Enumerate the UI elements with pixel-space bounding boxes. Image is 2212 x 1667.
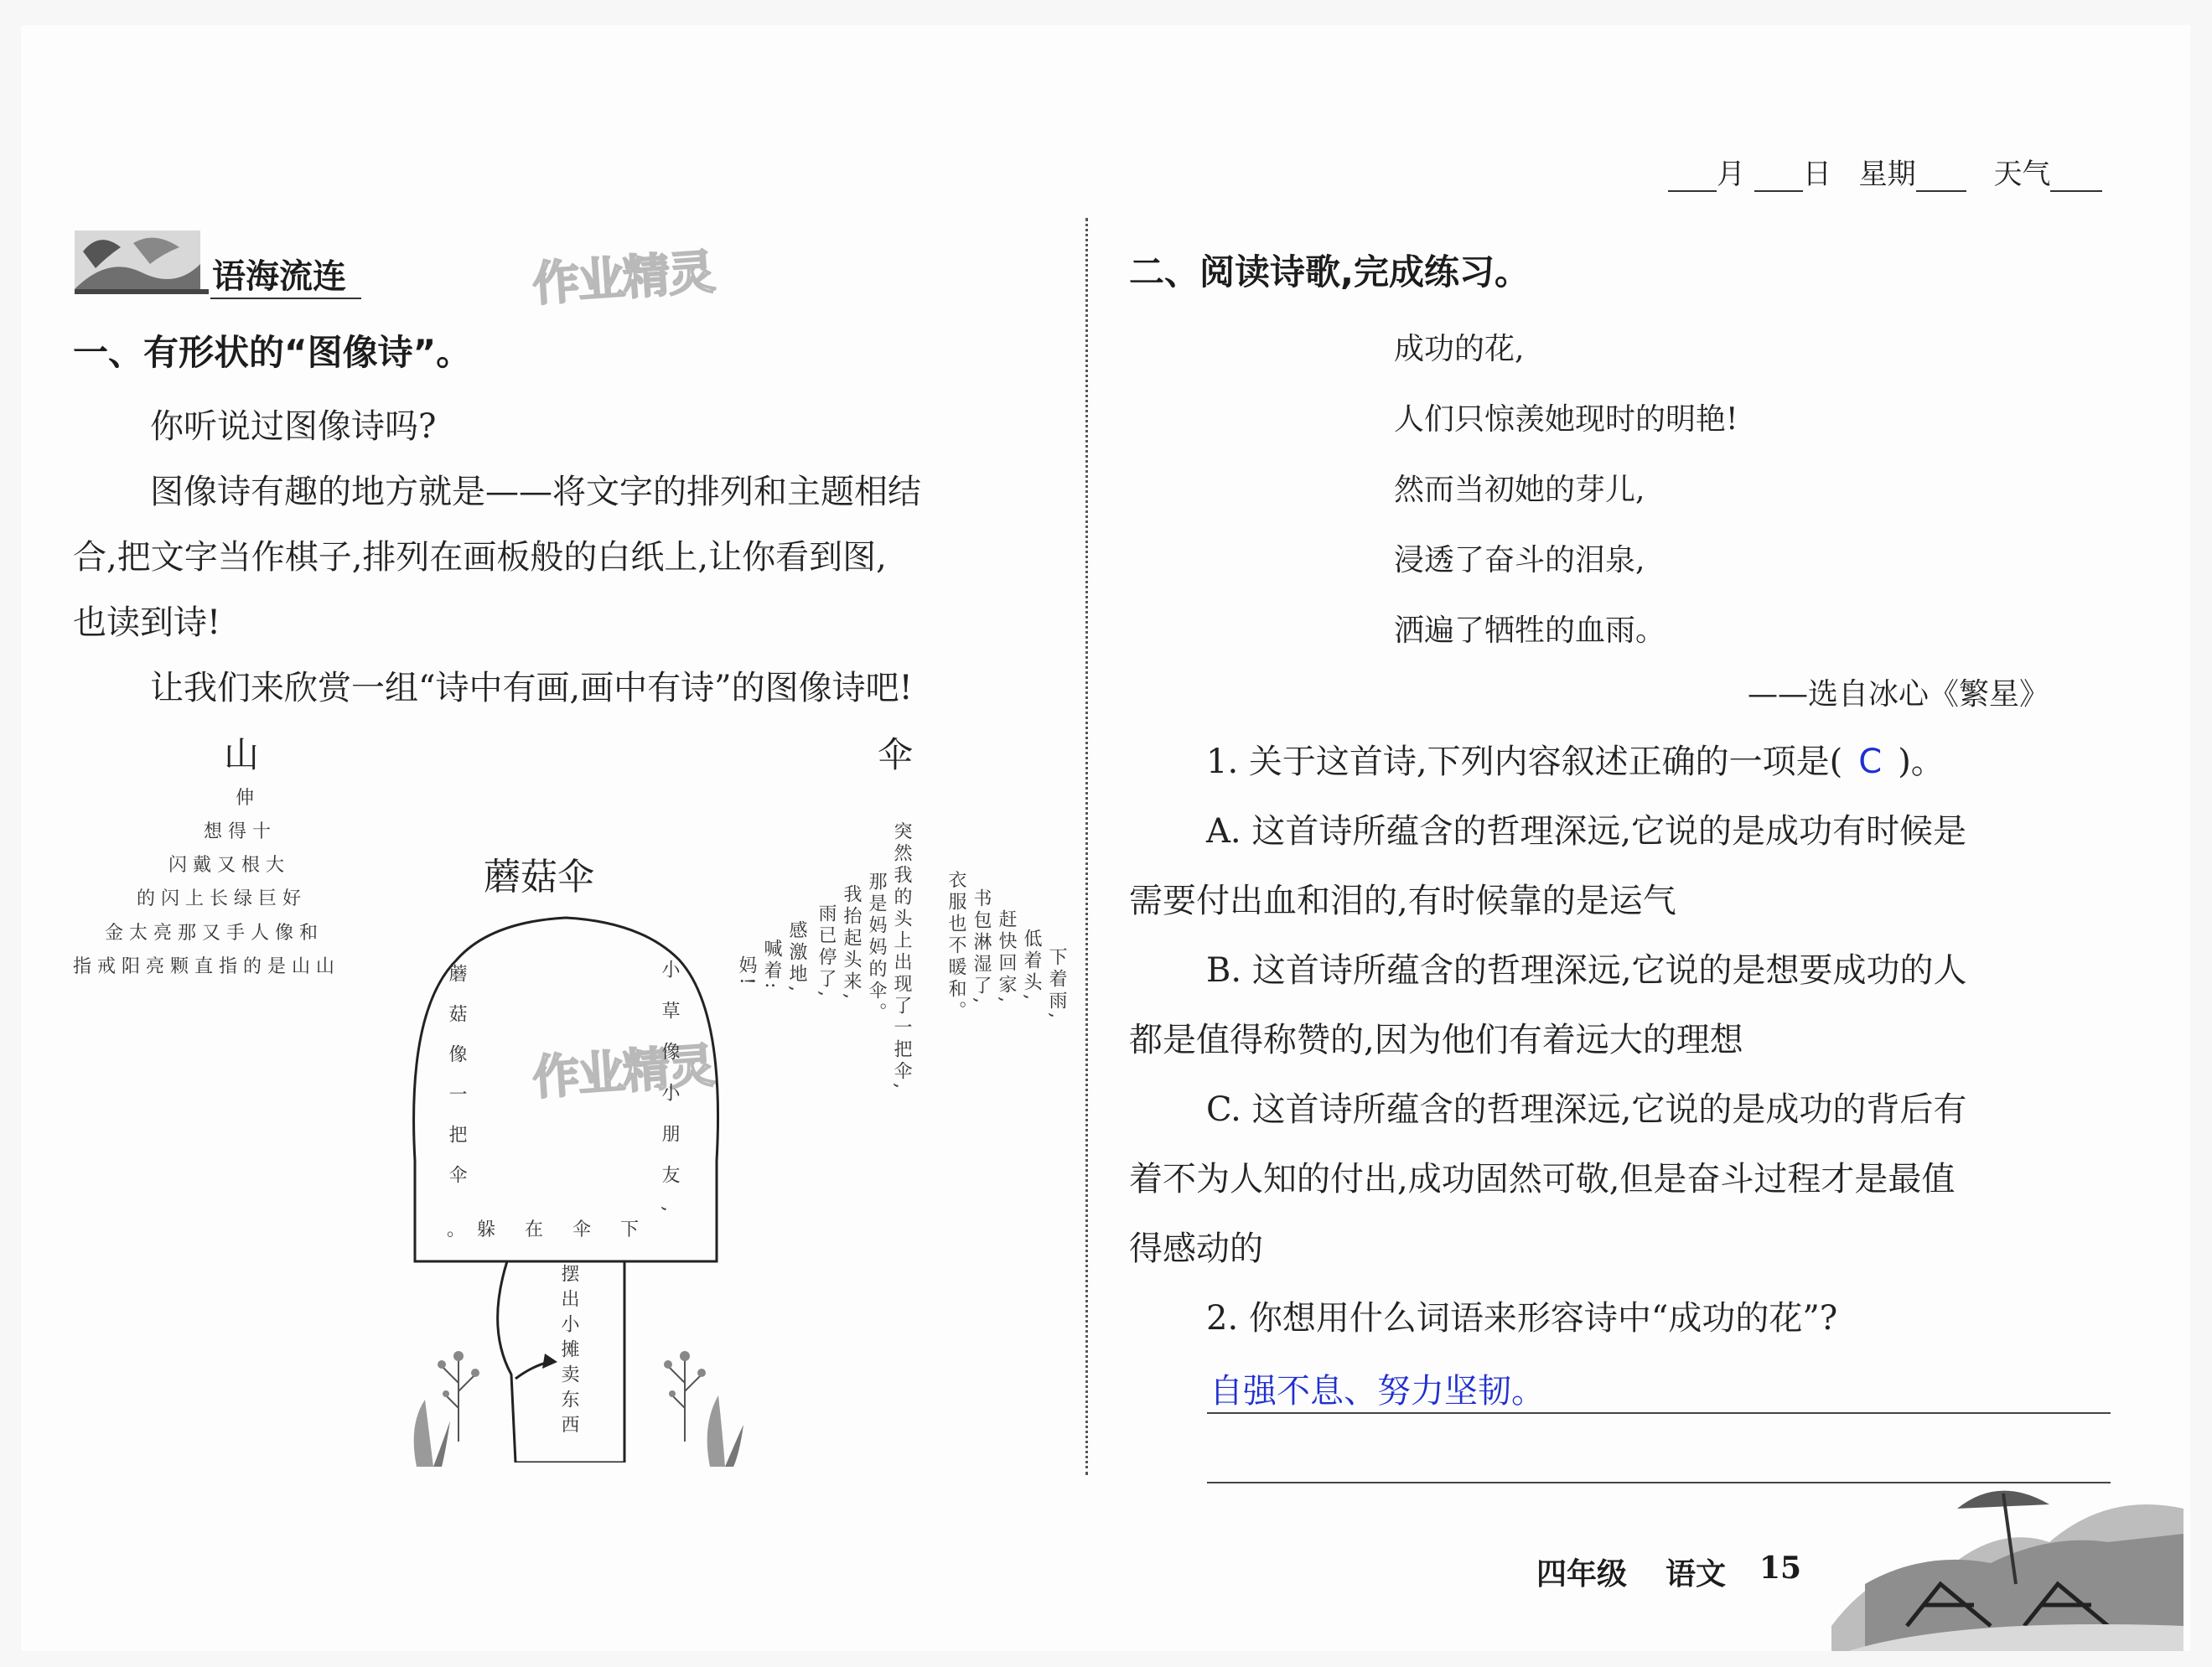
- mushroom-stem-column: 摆出小摊卖东西: [558, 1264, 579, 1440]
- question-2-title: 二、阅读诗歌,完成练习。: [1129, 251, 1530, 293]
- watermark: 作业精灵: [531, 1038, 716, 1106]
- day-label: 日: [1802, 158, 1831, 191]
- month-blank[interactable]: [1668, 165, 1717, 192]
- umbrella-column: 喊着:: [761, 939, 782, 992]
- mountain-row: 指 戒 阳 亮 颗 直 指 的 是 山 山: [73, 956, 334, 977]
- umbrella-column: 下着雨,: [1046, 947, 1067, 1022]
- question-2-1: [1129, 727, 2118, 1354]
- poem-line: 人们只惊羡她现时的明艳!: [1394, 402, 1738, 437]
- beach-illustration: [1831, 1458, 2184, 1651]
- umbrella-column: 我抬起头来,: [841, 884, 862, 1002]
- poem-line: 浸透了奋斗的泪泉,: [1394, 543, 1645, 577]
- umbrella-column: 突然我的头上出现了一把伞,: [891, 821, 912, 1092]
- plants-illustration: [408, 1307, 743, 1475]
- question-2-1-text: 1. 关于这首诗,下列内容叙述正确的一项是(: [1206, 743, 1843, 781]
- question-2-2-text: 2. 你想用什么词语来形容诗中“成功的花”?: [1206, 1299, 1838, 1338]
- umbrella-column: 雨已停了,: [816, 903, 837, 1000]
- poem-source: ——选自冰心《繁星》: [1748, 677, 2050, 712]
- section-title: 语海流连: [212, 257, 346, 296]
- weather-blank[interactable]: [2050, 165, 2102, 192]
- week-blank[interactable]: [1916, 165, 1966, 192]
- answer-line-1: [1207, 1412, 2111, 1414]
- poem-line: 洒遍了牺牲的血雨。: [1394, 613, 1666, 648]
- umbrella-column: 书包淋湿了,: [971, 888, 992, 1007]
- footer-grade: 四年级: [1536, 1557, 1628, 1592]
- mushroom-left-column: 蘑菇像一把伞: [446, 964, 467, 1205]
- option-b-line: 都是值得称赞的,因为他们有着远大的理想: [1129, 1021, 1743, 1059]
- workbook-page: [21, 25, 2190, 1651]
- mushroom-bottom-row: 。躲 在 伞 下: [447, 1219, 650, 1240]
- footer-subject: 语文: [1665, 1557, 1727, 1592]
- poem-line: 然而当初她的芽儿,: [1394, 473, 1645, 507]
- question-2-1-answer[interactable]: C: [1858, 743, 1883, 781]
- question-2-1-close: )。: [1898, 743, 1945, 781]
- page-number: 15: [1759, 1551, 1802, 1586]
- week-label: 星期: [1858, 158, 1916, 191]
- mountain-row: 想 得 十: [204, 821, 271, 842]
- option-c-line: 得感动的: [1129, 1230, 1263, 1268]
- intro-line: 也读到诗!: [73, 603, 221, 642]
- intro-line: 图像诗有趣的地方就是——将文字的排列和主题相结: [150, 473, 921, 511]
- umbrella-column: 赶快回家,: [996, 909, 1017, 1006]
- watermark: 作业精灵: [531, 245, 716, 313]
- date-weather-line: [1668, 151, 2102, 192]
- poem-line: 成功的花,: [1394, 332, 1525, 366]
- umbrella-column: 低着头,: [1021, 929, 1042, 1003]
- question-2-1-stem: [1129, 727, 2118, 797]
- intro-line: 让我们来欣赏一组“诗中有画,画中有诗”的图像诗吧!: [150, 669, 913, 707]
- option-c-line: C. 这首诗所蕴含的哲理深远,它说的是成功的背后有: [1206, 1090, 1967, 1129]
- intro-line: 合,把文字当作棋子,排列在画板般的白纸上,让你看到图,: [73, 538, 887, 577]
- poem-block: [1394, 314, 1738, 666]
- mountain-poem-title: 山: [224, 734, 260, 775]
- mushroom-poem-title: 蘑菇伞: [484, 856, 594, 898]
- intro-paragraph: [73, 392, 1087, 719]
- umbrella-column: 衣服也不暖和。: [945, 870, 966, 1022]
- question-2-2-answer[interactable]: 自强不息、努力坚韧。: [1210, 1372, 1545, 1411]
- mountain-row: 的 闪 上 长 绿 巨 好: [137, 888, 301, 909]
- umbrella-column: 那是妈妈的伞。: [866, 872, 887, 1024]
- option-c: [1129, 1075, 2118, 1284]
- option-a-line: 需要付出血和泪的,有时候靠的是运气: [1129, 882, 1676, 920]
- umbrella-poem-title: 伞: [878, 734, 914, 775]
- mushroom-right-column: 小草像小朋友,: [659, 960, 680, 1235]
- mountain-row: 伸: [236, 788, 255, 809]
- day-blank[interactable]: [1754, 165, 1803, 192]
- option-a: [1129, 797, 2118, 936]
- section-title-underline: [210, 298, 361, 299]
- weather-label: 天气: [1993, 158, 2051, 191]
- mountain-row: 闪 戴 又 根 大: [168, 855, 284, 876]
- option-a-line: A. 这首诗所蕴含的哲理深远,它说的是成功有时候是: [1206, 812, 1967, 851]
- month-label: 月: [1717, 158, 1745, 191]
- option-c-line: 着不为人知的付出,成功固然可敬,但是奋斗过程才是最值: [1129, 1160, 1956, 1198]
- umbrella-column: 妈!: [736, 955, 757, 988]
- question-1-title: 一、有形状的“图像诗”。: [73, 332, 472, 373]
- umbrella-column: 感激地,: [786, 920, 807, 995]
- center-divider: [1085, 218, 1088, 1475]
- option-b-line: B. 这首诗所蕴含的哲理深远,它说的是想要成功的人: [1206, 951, 1967, 990]
- section-banner-icon: [75, 222, 209, 299]
- mountain-row: 金 太 亮 那 又 手 人 像 和: [105, 923, 318, 944]
- option-b: [1129, 936, 2118, 1075]
- intro-line: 你听说过图像诗吗?: [150, 407, 437, 446]
